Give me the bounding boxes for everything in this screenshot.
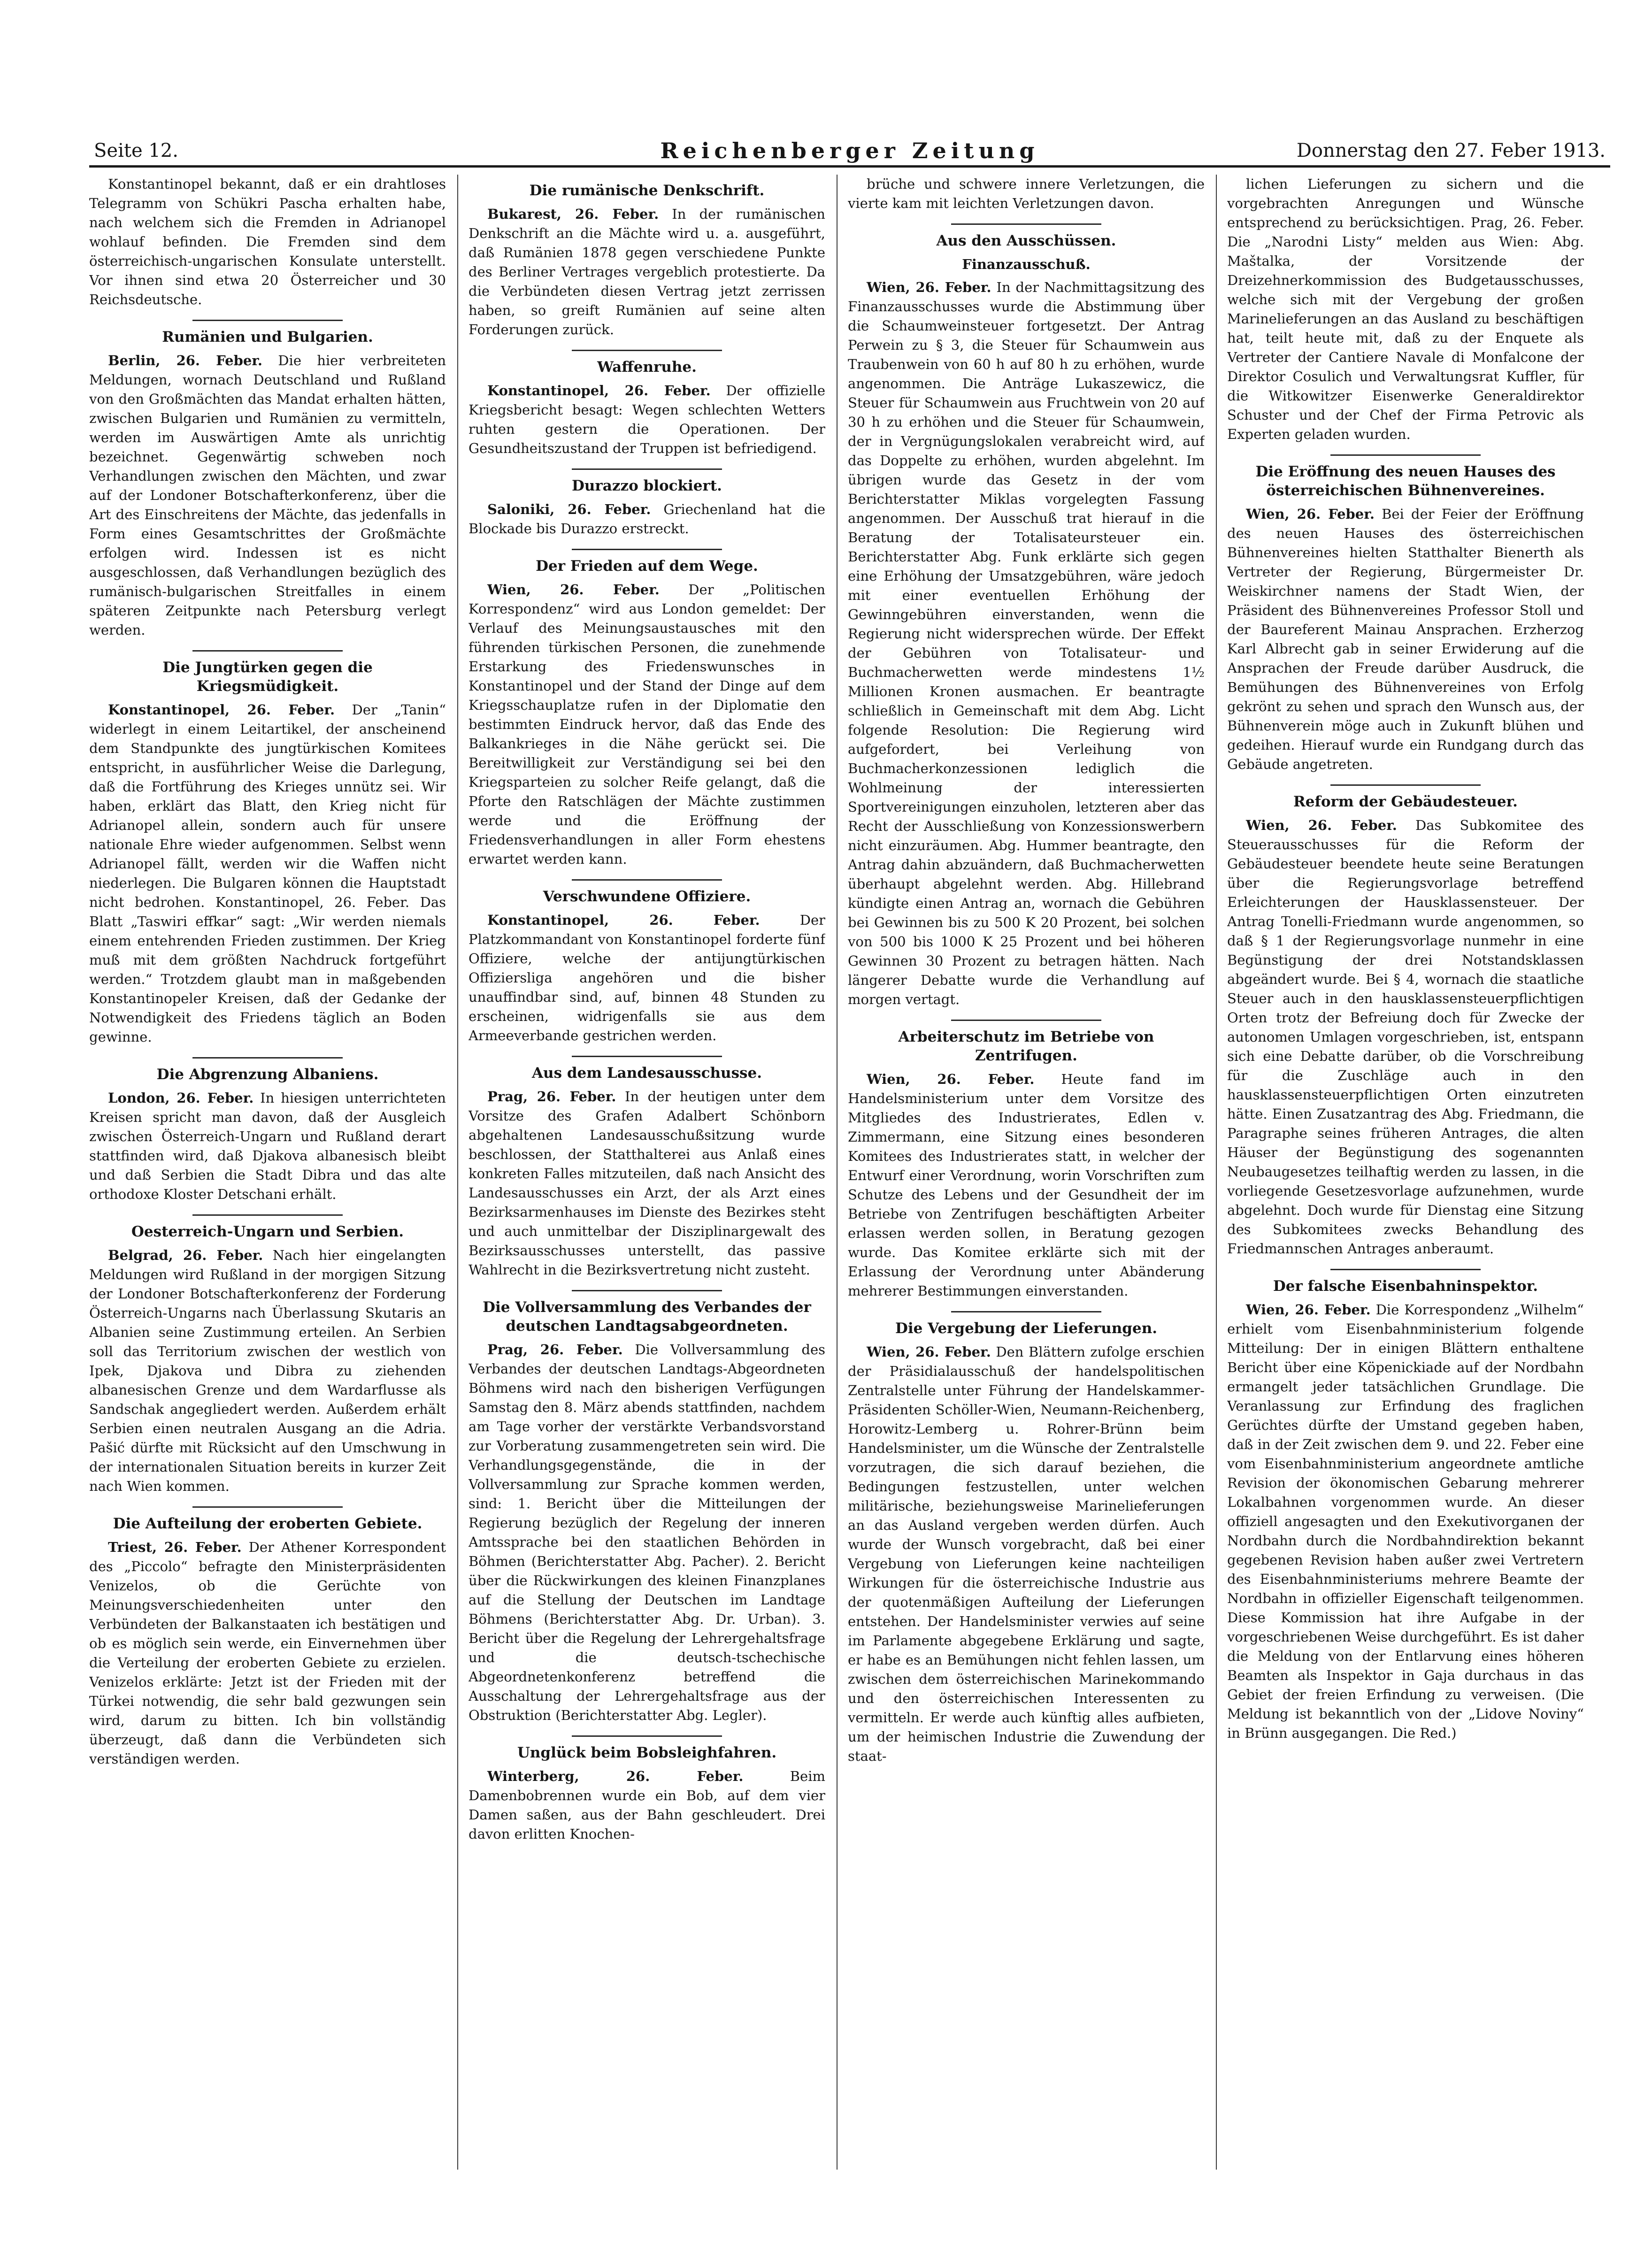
article-headline: Aus dem Landesausschusse. [531,1065,762,1082]
article-body [848,1070,1205,1301]
column-2 [469,175,825,2170]
article-text: In der Nachmittagsitzung des Finanzausschusses wurde die Abstimmung über die Schaumweinsteuer fortgesetzt. Der Antrag Perwein zu § 3, die Steuer für Schaumwein aus Traubenwein von 60 h auf 80 h zu erhöhen, wurde angenommen. Die Anträge Lukaszewicz, die Steuer für Schaumwein aus Fruchtwein von 20 auf 30 h zu erhöhen und die Steuer für Schaumwein, der in Vergnügungslokalen verabreicht wird, auf das Doppelte zu erhöhen, wurden abgelehnt. Im übrigen wurde das Gesetz in der vom Berichterstatter Miklas vorgelegten Fassung angenommen. Der Ausschuß trat hierauf in die Beratung der Totalisateursteuer ein. Berichterstatter Abg. Funk erklärte sich gegen eine Erhöhung der Umsatzgebühren, wäre jedoch mit einer eventuellen Erhöhung der Gewinngebühren einverstanden, wenn die Regierung nicht widersprechen würde. Der Effekt der Gebühren von Totalisateur- und Buchmacherwetten werde mindestens 1½ Millionen Kronen ausmachen. Er beantragte schließlich in Gemeinschaft mit dem Abg. Licht folgende Resolution: Die Regierung wird aufgefordert, bei Verleihung von Buchmacherkonzessionen lediglich die Wohlmeinung der interessierten Sportvereinigungen einzuholen, letzteren aber das Recht der Ausschließung von Konzessionswerbern nicht einzuräumen. Abg. Hummer beantragte, den Antrag dahin abzuändern, daß Buchmacherwetten überhaupt abgelehnt werden. Abg. Hillebrand kündigte einen Antrag an, wornach die Gebühren bei Gewinnen bis zu 500 K 20 Prozent, bei solchen von 500 bis 1000 K 25 Prozent und bei höheren Gewinnen 30 Prozent zu betragen hätten. Nach längerer Debatte wurde die Verhandlung auf morgen vertagt. [848,279,1205,1007]
article [89,175,446,309]
article [848,1020,1205,1301]
article-headline: Arbeiterschutz im Betriebe von Zentrifugen. [898,1028,1154,1064]
article-text: Bei der Feier der Eröffnung des neuen Hauses des österreichischen Bühnenvereines hielten Statthalter Bienerth als Vertreter der Regierung, Bürgermeister Dr. Weiskirchner namens der Stadt Wien, der Präsident des Bühnenvereines Professor Stoll und der Baureferent Mainau Ansprachen. Erzherzog Karl Albrecht gab in seiner Erwiderung auf die Ansprachen der Freude darüber Ausdruck, die Bemühungen des Bühnenvereines von Erfolg gekrönt zu sehen und sprach den Wunsch aus, der Bühnenverein möge auch in Zukunft blühen und gedeihen. Hierauf wurde ein Rundgang durch das Gebäude angetreten. [1227,506,1584,772]
article-text: In der rumänischen Denkschrift an die Mächte wird u. a. ausgeführt, daß Rumänien 1878 gegen verschiedene Punkte des Berliner Vertrages vergeblich protestierte. Da die Verbündeten diesen Vertrag jetzt zerrissen haben, so greift Rumänien auf seine alten Forderungen zurück. [469,206,825,338]
article [469,879,825,1045]
column-1 [89,175,446,2170]
article-separator [1330,1269,1481,1270]
article [469,350,825,458]
article-headline: Durazzo blockiert. [572,477,722,494]
article-headline: Rumänien und Bulgarien. [162,329,373,345]
article-dateline: Triest, 26. Feber. [108,1539,242,1555]
article-body [848,1343,1205,1766]
article-text: In der heutigen unter dem Vorsitze des Grafen Adalbert Schönborn abgehaltenen Landesausschußsitzung wurde beschlossen, der Statthalterei aus Anlaß eines konkreten Falles mitzuteilen, daß nach Ansicht des Landesausschusses ein Arzt, der als Arzt eines Bezirksarmenhauses im Dienste des Bezirkes steht und auch unmittelbar der Disziplinargewalt des Bezirksausschusses unterstellt, das passive Wahlrecht in die Bezirksvertretung nicht zusteht. [469,1089,825,1278]
article-text: lichen Lieferungen zu sichern und die vorgebrachten Anregungen und Wünsche entsprechend zu berücksichtigen. Prag, 26. Feber. Die „Narodni Listy“ melden aus Wien: Abg. Maštalka, der Vorsitzende der Dreizehnerkommission des Budgetausschusses, welche sich mit der Vergebung der großen Marinelieferungen an das Ausland zu beschäftigen hat, teilt heute mit, daß zu der Enquete als Vertreter der Cantiere Navale di Monfalcone der Direktor Cosulich und Verwaltungsrat Kuffler, für die Witkowitzer Eisenwerke Generaldirektor Schuster und der Chef der Firma Petrovic als Experten geladen wurden. [1227,176,1584,442]
column-divider [457,175,458,2170]
article [1227,175,1584,444]
article [1227,784,1584,1258]
article [469,549,825,869]
article-body [469,500,825,538]
article-separator [951,223,1101,225]
article-dateline: Wien, 26. Feber. [867,1071,1035,1087]
article [848,1311,1205,1766]
article-body [1227,816,1584,1258]
column-divider [837,175,838,2170]
article [469,1735,825,1844]
article [469,468,825,538]
article-headline: Verschwundene Offiziere. [543,888,751,905]
article-headline: Reform der Gebäudesteuer. [1293,793,1518,810]
article-text: Beim Damenbobrennen wurde ein Bob, auf dem vier Damen saßen, aus der Bahn geschleudert. Drei davon erlitten Knochen- [469,1768,825,1842]
article-text: Das Subkomitee des Steuerausschusses für die Reform der Gebäudesteuer beendete heute seine Beratungen über die Regierungsvorlage betreffend Erleichterungen der Hausklassensteuer. Der Antrag Tonelli-Friedmann wurde angenommen, so daß § 1 der Regierungsvorlage nunmehr in eine Begünstigung der drei Notstandsklassen abgeändert wurde. Bei § 4, wornach die staatliche Steuer auch in den hausklassensteuerpflichtigen Orten trotz der Befreiung doch für Zwecke der autonomen Umlagen vorgeschrieben, ist, entspann sich eine Debatte darüber, ob die Vorschreibung für die Zuschläge auch in den hausklassensteuerpflichtigen Orten einzutreten hätte. Einen Zusatzantrag des Abg. Friedmann, die Paragraphe seines früheren Antrages, die alten Häuser der Begünstigung des sogenannten Neubaugesetzes teilhaftig werden zu lassen, in die vorliegende Gesetzesvorlage aufzunehmen, wurde abgelehnt. Doch wurde für Dienstag eine Sitzung des Subkomitees zwecks Behandlung des Friedmannschen Antrages anberaumt. [1227,817,1584,1257]
article-body [469,1087,825,1280]
newspaper-page [89,136,1610,2178]
header-rule [89,165,1610,168]
article-body [1227,1300,1584,1743]
article-dateline: Wien, 26. Feber. [1246,1302,1371,1318]
article-text: Die Korrespondenz „Wilhelm“ erhielt vom Eisenbahnministerium folgende Mitteilung: Der in einigen Blättern enthaltene Bericht über eine Köpenickiade auf der Nordbahn ermangelt jeder tatsächlichen Grundlage. Die Veranlassung zur Erfindung des fraglichen Gerüchtes dürfte der Umstand gegeben haben, daß in der Zeit zwischen dem 9. und 22. Feber eine vom Eisenbahnministerium angeordnete amtliche Revision der ökonomischen Gebarung mehrerer Lokalbahnen vorgenommen wurde. An dieser offiziell angesagten und den Exekutivorganen der Nordbahn durch die Nordbahndirektion bekannt gegebenen Revision haben außer zwei Vertretern des Eisenbahnministeriums mehrere Beamte der Nordbahn in offizieller Eigenschaft teilgenommen. Diese Kommission hat ihre Aufgabe in der vorgeschriebenen Weise durchgeführt. Es ist daher die Meldung von der Entlarvung eines höheren Beamten als Inspektor in Gaja durchaus in das Gebiet der freien Erfindung zu verweisen. (Die Meldung ist bekanntlich von der „Lidove Noviny“ in Brünn ausgegangen. Die Red.) [1227,1302,1584,1741]
article-separator [192,1214,343,1216]
page-header [89,136,1610,164]
article-separator [572,1735,722,1737]
article-separator [192,320,343,321]
article-text: In hiesigen unterrichteten Kreisen spricht man davon, daß der Ausgleich zwischen Österreich-Ungarn und Rußland derart stattfinden wird, daß Djakova albanesisch bleibt und daß Serbien die Stadt Dibra und das alte orthodoxe Kloster Detschani erhält. [89,1090,446,1202]
article-headline: Die rumänische Denkschrift. [529,182,765,199]
article-dateline: Wien, 26. Feber. [1246,506,1375,522]
article-dateline: Bukarest, 26. Feber. [487,206,659,222]
article-text: Nach hier eingelangten Meldungen wird Rußland in der morgigen Sitzung der Londoner Botschafterkonferenz der Forderung Österreich-Ungarns nach Überlassung Skutaris an Albanien seine Zustimmung erteilen. An Serbien soll das Territorium zwischen der westlich von Ipek, Djakova und Dibra zu ziehenden albanesischen Grenze und dem Wardarflusse als Sandschak angegliedert werden. Außerdem erhält Serbien einen neutralen Ausgang an die Adria. Pašić dürfte mit Rücksicht auf den Umschwung in der internationalen Situation bereits in kurzer Zeit nach Wien kommen. [89,1247,446,1494]
article-body [469,911,825,1045]
article-body [469,1767,825,1844]
article-separator [572,1290,722,1291]
page-number: Seite 12. [94,140,178,161]
article-headline: Oesterreich-Ungarn und Serbien. [131,1223,404,1240]
article-text: Der Athener Korrespondent des „Piccolo“ befragte den Ministerpräsidenten Venizelos, ob die Gerüchte von Meinungsverschiedenheiten unter den Verbündeten der Balkanstaaten ich bestätigen und ob es möglich sein werde, ein Einvernehmen über die Verteilung der eroberten Gebiete zu erzielen. Venizelos erklärte: Jetzt ist der Frieden mit der Türkei notwendig, die sehr bald gezwungen sein wird, darum zu bitten. Ich bin vollständig überzeugt, daß dann die Verbündeten sich verständigen werden. [89,1539,446,1767]
article-separator [572,350,722,351]
article-dateline: Wien, 26. Feber. [1246,817,1397,833]
article-dateline: Konstantinopel, 26. Feber. [487,383,711,399]
article-body [469,205,825,339]
article-text: Der offizielle Kriegsbericht besagt: Wegen schlechten Wetters ruhten gestern die Operationen. Der Gesundheitszustand der Truppen ist befriedigend. [469,383,825,456]
article-headline: Die Abgrenzung Albaniens. [156,1066,379,1083]
article-text: Der „Politischen Korrespondenz“ wird aus London gemeldet: Der Verlauf des Meinungsaustausches mit den führenden türkischen Personen, die zunehmende Erstarkung des Friedenswunsches in Konstantinopel und der Stand der Dinge auf dem Kriegsschauplatze rufen in der Diplomatie den bestimmten Eindruck hervor, daß das Ende des Balkankrieges in die Nähe gerückt sei. Die Bereitwilligkeit zur Verständigung sei bei den Kriegsparteien zu solcher Reife gelangt, daß die Pforte den Ratschlägen der Mächte zustimmen werde und die Eröffnung der Friedensverhandlungen in aller Form ehestens erwartet werden kann. [469,582,825,867]
article-body [89,175,446,309]
article-separator [192,650,343,652]
article-text: Heute fand im Handelsministerium unter dem Vorsitze des Mitgliedes des Industrierates, Edlen v. Zimmermann, eine Sitzung eines besonderen Komitees des Industrierates statt, in welcher der Entwurf einer Verordnung, worin Vorschriften zum Schutze des Lebens und der Gesundheit der im Betriebe von Zentrifugen beschäftigten Arbeiter erlassen werden sollen, in Beratung gezogen wurde. Das Komitee erklärte sich mit der Erlassung der Verordnung unter Abänderung mehrerer Bestimmungen einverstanden. [848,1071,1205,1299]
article [89,1214,446,1496]
article-dateline: Prag, 26. Feber. [487,1089,616,1105]
article-separator [572,1056,722,1057]
article-headline: Waffenruhe. [597,359,697,376]
article-dateline: Wien, 26. Feber. [867,1344,991,1360]
article-body [89,1089,446,1204]
article-separator [951,1311,1101,1312]
article-separator [192,1506,343,1508]
article-text: brüche und schwere innere Verletzungen, die vierte kam mit leichten Verletzungen davon. [848,176,1205,211]
article [89,650,446,1047]
article-separator [1330,784,1481,786]
article-subheadline: Finanzausschuß. [962,256,1091,272]
article-dateline: Wien, 26. Feber. [867,279,991,295]
article-text: Konstantinopel bekannt, daß er ein drahtloses Telegramm von Schükri Pascha erhalten habe, nach welchem sich die Fremden in Adrianopel wohlauf befinden. Die Fremden sind dem österreichisch-ungarischen Konsulate unterstellt. Vor ihnen sind etwa 20 Österreicher und 30 Reichsdeutsche. [89,176,446,307]
article-headline: Der falsche Eisenbahninspektor. [1273,1278,1538,1295]
article-body [469,580,825,869]
article [469,1056,825,1280]
article [469,1290,825,1725]
article-text: Die hier verbreiteten Meldungen, wornach Deutschland und Rußland von den Großmächten das Mandat erhalten hätten, zwischen Bulgarien und Rumänien zu vermitteln, werden im Auswärtigen Amte als unrichtig bezeichnet. Gegenwärtig schweben noch Verhandlungen zwischen den Mächten, und zwar auf der Londoner Botschafterkonferenz, über die Art des Einschreitens der Mächte, das jedenfalls in Form eines Gesamtschrittes der Großmächte erfolgen wird. Indessen ist es nicht ausgeschlossen, daß Verhandlungen bezüglich des rumänisch-bulgarischen Streitfalles in einem späteren Zeitpunkte nach Petersburg verlegt werden. [89,353,446,638]
article-headline: Aus den Ausschüssen. [936,232,1116,249]
article-body [469,1340,825,1725]
article-body [1227,175,1584,444]
issue-date: Donnerstag den 27. Feber 1913. [1296,140,1606,161]
article-separator [951,1020,1101,1021]
article-dateline: Saloniki, 26. Feber. [487,501,651,517]
article-headline: Die Vergebung der Lieferungen. [895,1320,1158,1337]
article-dateline: Wien, 26. Feber. [487,582,660,598]
article [1227,454,1584,774]
article-text: Der Platzkommandant von Konstantinopel forderte fünf Offiziere, welche der antijungtürkischen Offiziersliga angehören und die bisher unauffindbar sind, auf, binnen 48 Stunden zu erscheinen, widrigenfalls sie aus dem Armeeverbande gestrichen werden. [469,912,825,1043]
article [469,181,825,339]
article-headline: Die Jungtürken gegen die Kriegsmüdigkeit. [162,659,373,695]
column-divider [1216,175,1217,2170]
article-text: Der „Tanin“ widerlegt in einem Leitartikel, der anscheinend dem Standpunkte des jungtürkischen Komitees entspricht, in ausführlicher Weise die Darlegung, daß die Fortführung des Krieges unnütz sei. Wir haben, erklärt das Blatt, den Krieg nicht für Adrianopel allein, sondern auch für unsere nationale Ehre wieder aufgenommen. Selbst wenn Adrianopel fällt, werden wir die Waffen nicht niederlegen. Die Bulgaren können die Hauptstadt nicht bedrohen. Konstantinopel, 26. Feber. Das Blatt „Taswiri effkar“ sagt: „Wir werden niemals einem entehrenden Frieden zustimmen. Der Krieg muß mit dem größten Nachdruck fortgeführt werden.“ Trotzdem glaubt man in maßgebenden Konstantinopeler Kreisen, daß der Gedanke der Notwendigkeit des Friedens täglich an Boden gewinne. [89,702,446,1045]
article-headline: Die Aufteilung der eroberten Gebiete. [113,1515,423,1532]
article-body [89,1538,446,1769]
article-text: Griechenland hat die Blockade bis Durazzo erstreckt. [469,501,825,537]
article-dateline: Berlin, 26. Feber. [108,353,263,368]
article-separator [1330,454,1481,456]
article-dateline: Konstantinopel, 26. Feber. [108,702,335,718]
article [89,320,446,640]
article-separator [572,549,722,550]
column-4 [1227,175,1584,2170]
article-dateline: Konstantinopel, 26. Feber. [487,912,760,928]
article-dateline: Prag, 26. Feber. [487,1342,623,1358]
column-3 [848,175,1205,2170]
article-body [469,381,825,458]
article-separator [572,879,722,881]
article-dateline: London, 26. Feber. [108,1090,254,1106]
article-headline: Unglück beim Bobsleighfahren. [517,1744,777,1761]
article-dateline: Belgrad, 26. Feber. [108,1247,263,1263]
article-headline: Die Eröffnung des neuen Hauses des österreichischen Bühnenvereines. [1255,463,1556,499]
article-body [89,1246,446,1496]
article-separator [572,468,722,470]
article-headline: Die Vollversammlung des Verbandes der deutschen Landtagsabgeordneten. [483,1299,811,1335]
article-body [1227,505,1584,774]
article-headline: Der Frieden auf dem Wege. [536,558,758,575]
article-text: Die Vollversammlung des Verbandes der deutschen Landtags-Abgeordneten Böhmens wird nach den bisherigen Verfügungen Samstag den 8. März abends stattfinden, nachdem am Tage vorher der verstärkte Verbandsvorstand zur Vorberatung zusammengetreten sein wird. Die Verhandlungsgegenstände, die in der Vollversammlung zur Sprache kommen werden, sind: 1. Bericht über die Mitteilungen der Regierung bezüglich der Regelung der inneren Amtssprache bei den staatlichen Behörden in Böhmen (Berichterstatter Abg. Pacher). 2. Bericht über die Rückwirkungen des kleinen Finanzplanes auf die Stellung der Deutschen im Landtage Böhmens (Berichterstatter Abg. Dr. Urban). 3. Bericht über die Regelung der Lehrergehaltsfrage und die deutsch-tschechische Abgeordnetenkonferenz betreffend die Ausschaltung der Lehrergehaltsfrage aus der Obstruktion (Berichterstatter Abg. Legler). [469,1342,825,1723]
article-body [89,351,446,640]
article-body [848,278,1205,1009]
article [848,175,1205,213]
article-dateline: Winterberg, 26. Feber. [487,1768,744,1784]
article-text: Den Blättern zufolge erschien der Präsidialausschuß der handelspolitischen Zentralstelle unter Führung der Handelskammer-Präsidenten Schöller-Wien, Neumann-Reichenberg, Horowitz-Lemberg u. Rohrer-Brünn beim Handelsminister, um die Wünsche der Zentralstelle vorzutragen, die sich darauf beziehen, die Bedingungen festzustellen, unter welchen militärische, beziehungsweise Marinelieferungen an das Ausland vergeben werden dürfen. Auch wurde der Wunsch vorgebracht, daß bei einer Vergebung von Lieferungen keine nachteiligen Wirkungen für die österreichische Industrie aus der quotenmäßigen Aufteilung der Lieferungen entstehen. Der Handelsminister verwies auf seine im Parlamente abgegebene Erklärung und sagte, er habe es an Bemühungen nicht fehlen lassen, um zwischen dem österreichischen Marinekommando und den österreichischen Interessenten zu vermitteln. Er werde auch künftig alles aufbieten, um der heimischen Industrie die Zuwendung der staat- [848,1344,1205,1764]
article-body [89,700,446,1047]
article [89,1057,446,1204]
article [89,1506,446,1769]
article-separator [192,1057,343,1059]
article [848,223,1205,1009]
masthead: Reichenberger Zeitung [660,138,1039,163]
article [1227,1269,1584,1743]
article-body [848,175,1205,213]
